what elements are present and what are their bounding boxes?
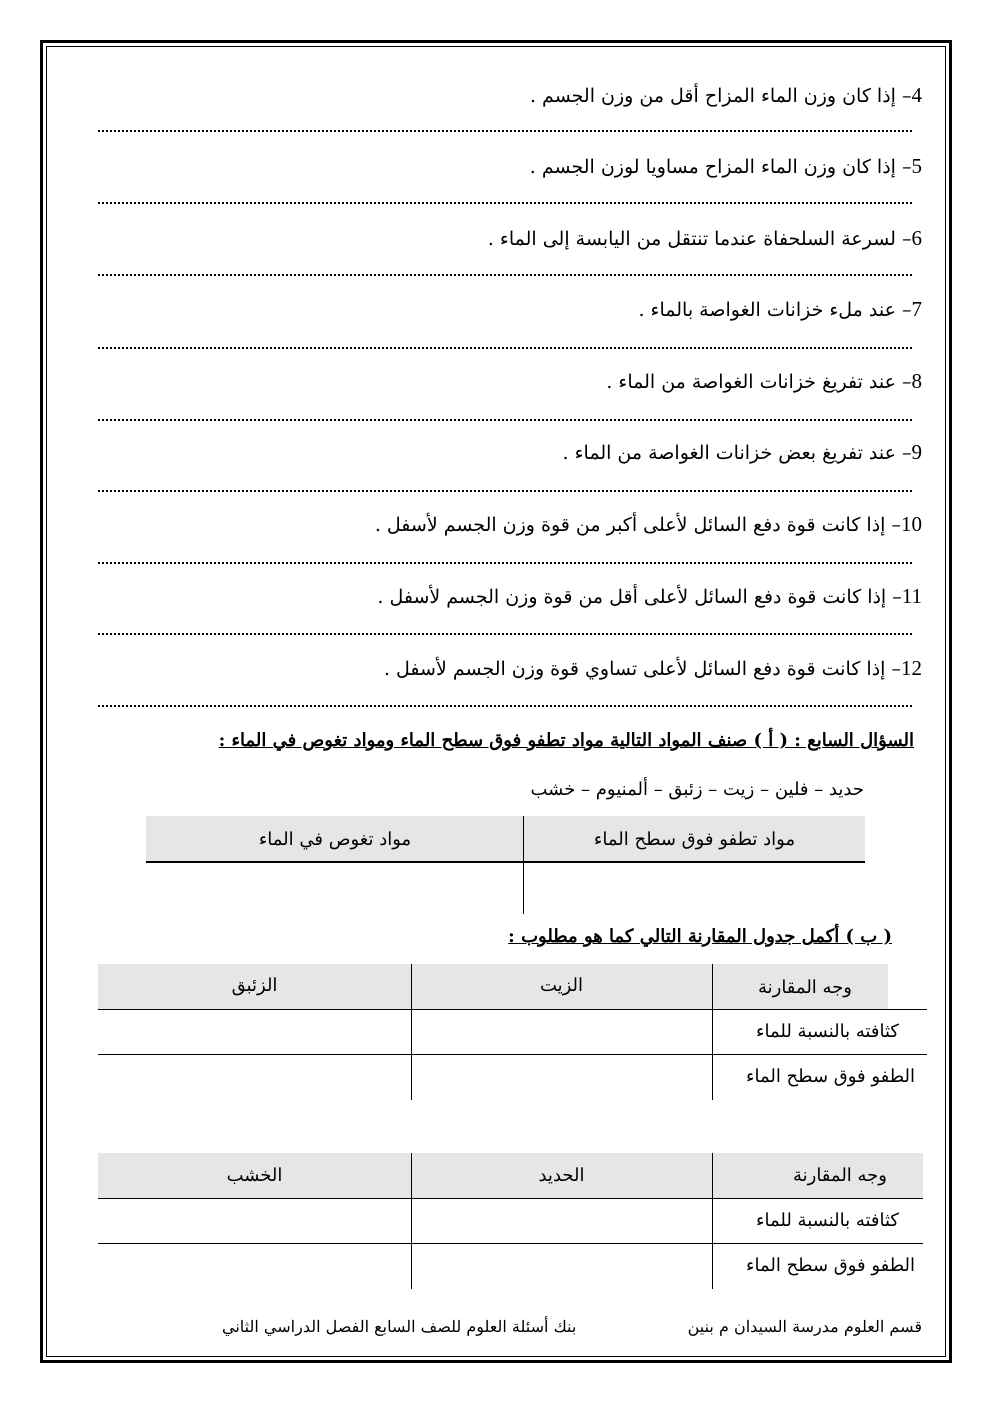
question-10: 10– إذا كانت قوة دفع السائل لأعلى أكبر من قوة وزن الجسم لأسفل .	[374, 512, 922, 536]
answer-cell[interactable]	[411, 1244, 712, 1288]
header-mercury: الزئبق	[231, 975, 278, 996]
question-12: 12– إذا كانت قوة دفع السائل لأعلى تساوي قوة وزن الجسم لأسفل .	[383, 656, 922, 680]
row-density: كثافته بالنسبة للماء	[756, 1210, 899, 1231]
sink-answer-cell[interactable]	[146, 863, 523, 913]
answer-line[interactable]	[98, 202, 912, 204]
answer-cell[interactable]	[98, 1010, 411, 1054]
answer-line[interactable]	[98, 347, 912, 349]
answer-line[interactable]	[98, 490, 912, 492]
answer-line[interactable]	[98, 705, 912, 707]
footer-question-bank: بنك أسئلة العلوم للصف السابع الفصل الدراسي الثاني	[222, 1317, 577, 1336]
question-7: 7– عند ملء خزانات الغواصة بالماء .	[638, 297, 922, 321]
answer-cell[interactable]	[98, 1199, 411, 1243]
row-floating: الطفو فوق سطح الماء	[746, 1255, 915, 1276]
float-answer-cell[interactable]	[524, 863, 865, 913]
question-7-heading: السؤال السابع : ( أ ) صنف المواد التالية مواد تطفو فوق سطح الماء ومواد تغوص في الماء :	[218, 730, 914, 751]
row-density: كثافته بالنسبة للماء	[756, 1021, 899, 1042]
header-oil: الزيت	[539, 975, 584, 996]
question-8: 8– عند تفريغ خزانات الغواصة من الماء .	[606, 369, 922, 393]
answer-cell[interactable]	[98, 1055, 411, 1099]
answer-cell[interactable]	[98, 1244, 411, 1288]
footer-department: قسم العلوم مدرسة السيدان م بنين	[687, 1317, 922, 1336]
answer-line[interactable]	[98, 130, 912, 132]
col-header-float: مواد تطفو فوق سطح الماء	[593, 829, 796, 850]
question-9: 9– عند تفريغ بعض خزانات الغواصة من الماء .	[562, 440, 922, 464]
answer-cell[interactable]	[411, 1055, 712, 1099]
question-5: 5– إذا كان وزن الماء المزاح مساويا لوزن الجسم .	[529, 154, 922, 178]
part-b-heading: ( ب ) أكمل جدول المقارنة التالي كما هو مطلوب :	[508, 926, 892, 947]
question-11: 11– إذا كانت قوة دفع السائل لأعلى أقل من قوة وزن الجسم لأسفل .	[377, 584, 922, 608]
col-header-sink: مواد تغوص في الماء	[258, 829, 412, 850]
answer-line[interactable]	[98, 419, 912, 421]
header-iron: الحديد	[538, 1165, 585, 1186]
row-floating: الطفو فوق سطح الماء	[746, 1066, 915, 1087]
header-compare-aspect: وجه المقارنة	[757, 977, 852, 998]
answer-line[interactable]	[98, 274, 912, 276]
header-wood: الخشب	[226, 1165, 283, 1186]
question-4: 4– إذا كان وزن الماء المزاح أقل من وزن الجسم .	[529, 83, 922, 107]
answer-cell[interactable]	[411, 1010, 712, 1054]
answer-line[interactable]	[98, 633, 912, 635]
materials-list: حديد – فلين – زيت – زئبق – ألمنيوم – خشب	[530, 779, 864, 800]
answer-line[interactable]	[98, 562, 912, 564]
question-6: 6– لسرعة السلحفاة عندما تنتقل من اليابسة إلى الماء .	[487, 226, 922, 250]
header-compare-aspect: وجه المقارنة	[792, 1165, 887, 1186]
answer-cell[interactable]	[411, 1199, 712, 1243]
